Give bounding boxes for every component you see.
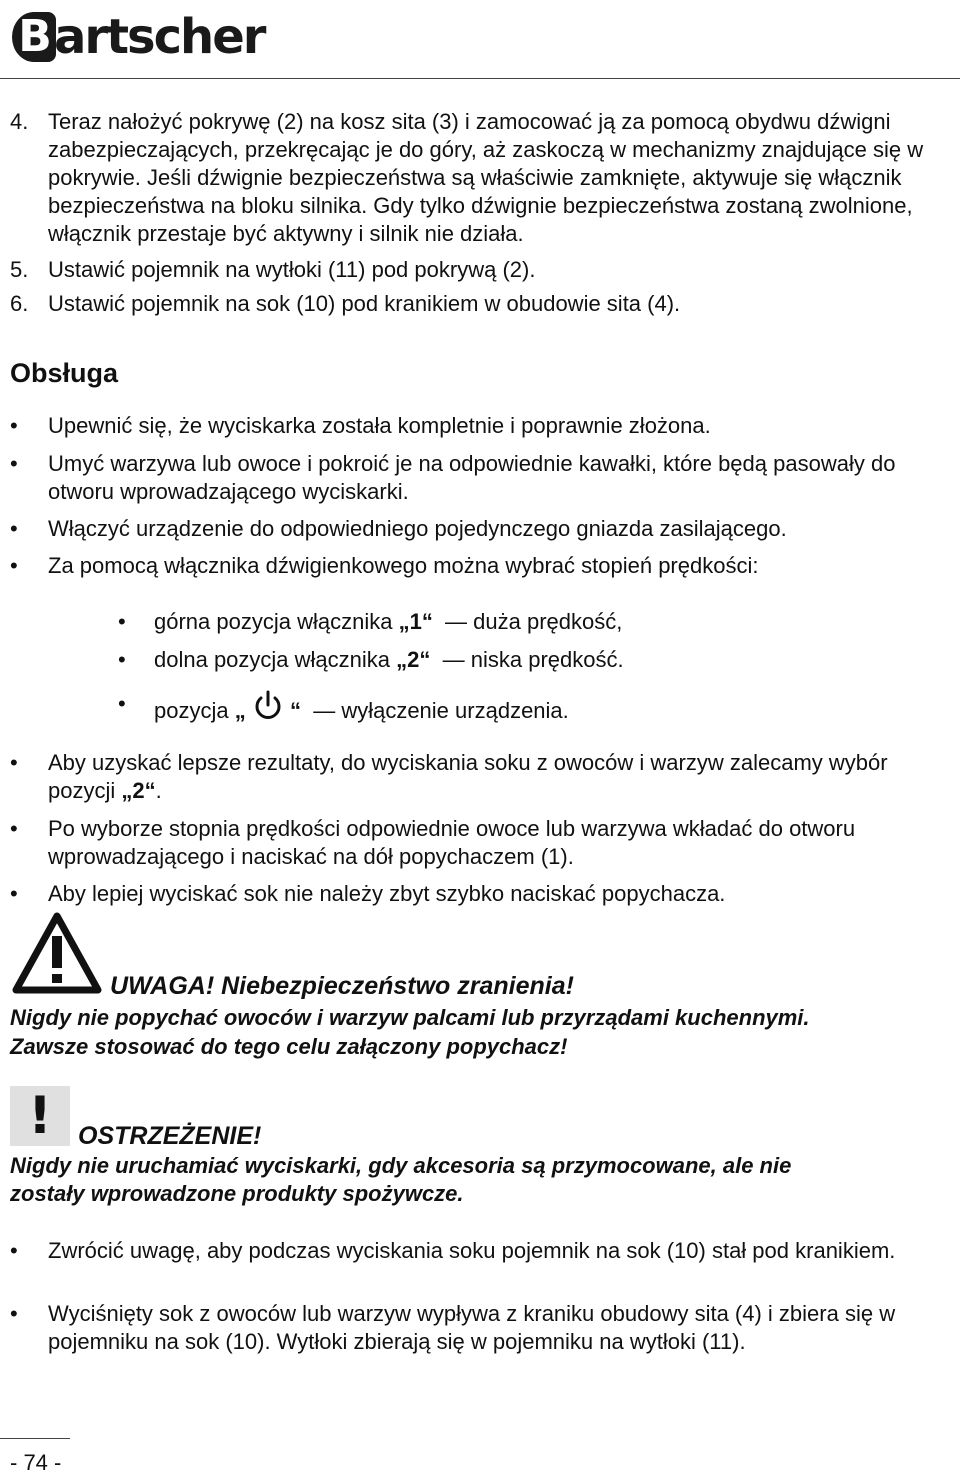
step-number: 4.: [10, 109, 29, 134]
brand-logo: [12, 4, 264, 67]
bullet-icon: •: [10, 1301, 18, 1326]
warning-line: Zawsze stosować do tego celu załączony popychacz!: [10, 1034, 568, 1059]
step-4: [10, 108, 950, 248]
bullet-icon: •: [10, 881, 18, 906]
footer-rule: [0, 1438, 70, 1439]
speed-item: • górna pozycja włącznika „1“ — duża prędkość,: [118, 609, 623, 634]
bullet-icon: •: [10, 516, 18, 541]
caution-title: OSTRZEŻENIE!: [78, 1122, 262, 1150]
bullet-icon: •: [118, 609, 126, 634]
list-item-text: Za pomocą włącznika dźwigienkowego można wybrać stopień prędkości:: [48, 553, 759, 578]
list-item-text: Po wyborze stopnia prędkości odpowiednie owoce lub warzywa wkładać do otworu wprowadzającego i naciskać na dół popychaczem (1).: [48, 816, 856, 869]
list-item-text: Aby lepiej wyciskać sok nie należy zbyt szybko naciskać popychacza.: [48, 881, 726, 906]
list-item-text: Upewnić się, że wyciskarka została kompletnie i poprawnie złożona.: [48, 413, 711, 438]
caution-line: zostały wprowadzone produkty spożywcze.: [10, 1181, 464, 1206]
warning-triangle-icon: [12, 912, 102, 994]
page-number: - 74 -: [10, 1450, 62, 1475]
step-text: Ustawić pojemnik na wytłoki (11) pod pokrywą (2).: [48, 257, 536, 282]
step-6: [10, 290, 950, 318]
list-item: [10, 450, 950, 506]
list-item-text: Zwrócić uwagę, aby podczas wyciskania soku pojemnik na sok (10) stał pod kranikiem.: [48, 1238, 896, 1263]
list-item: [10, 815, 950, 871]
logo-letter: B: [12, 12, 56, 62]
bullet-icon: •: [10, 816, 18, 841]
step-text: Teraz nałożyć pokrywę (2) na kosz sita (3) i zamocować ją za pomocą obydwu dźwigni zabezpieczających, przekręcając je do góry, aż zaskoczą w mechanizmy znajdujące się w pokrywie. Jeśli dźwignie bezpieczeństwa są właściwie zamknięte, aktywuje się włącznik bezpieczeństwa na bloku silnika. Gdy tylko dźwignie bezpieczeństwa zostaną zwolnione, włącznik przestaje być aktywny i silnik nie działa.: [48, 109, 924, 246]
speed-item: • dolna pozycja włącznika „2“ — niska prędkość.: [118, 647, 624, 672]
section-heading: Obsługa: [10, 358, 119, 388]
list-item: [10, 412, 950, 440]
list-item: [10, 552, 950, 580]
list-item: [10, 515, 950, 543]
list-item-text: Umyć warzywa lub owoce i pokroić je na odpowiednie kawałki, które będą pasowały do otworu wprowadzającego wyciskarki.: [48, 451, 896, 504]
exclamation-icon: !: [10, 1086, 70, 1146]
bullet-icon: •: [10, 553, 18, 578]
step-5: [10, 256, 950, 284]
bullet-icon: •: [10, 451, 18, 476]
step-number: 6.: [10, 291, 29, 316]
list-item-text: Wyciśnięty sok z owoców lub warzyw wypływa z kraniku obudowy sita (4) i zbiera się w pojemniku na sok (10). Wytłoki zbierają się w pojemniku na wytłoki (11).: [48, 1301, 896, 1354]
bullet-icon: •: [118, 647, 126, 672]
speed-value: 2: [407, 647, 420, 672]
header-rule: [0, 78, 960, 79]
speed-item: • pozycja „ “ — wyłączenie urządzenia.: [118, 691, 569, 723]
list-item: [10, 1300, 950, 1356]
logo-text: artscher: [54, 9, 265, 65]
bullet-icon: •: [10, 750, 18, 775]
list-item-text: Włączyć urządzenie do odpowiedniego pojedynczego gniazda zasilającego.: [48, 516, 787, 541]
bullet-icon: •: [118, 691, 126, 716]
caution-line: Nigdy nie uruchamiać wyciskarki, gdy akcesoria są przymocowane, ale nie: [10, 1153, 792, 1178]
list-item: [10, 1237, 950, 1265]
list-item: [10, 880, 950, 908]
warning-title: UWAGA! Niebezpieczeństwo zranienia!: [110, 972, 574, 1000]
speed-value: 1: [409, 609, 422, 634]
step-text: Ustawić pojemnik na sok (10) pod kranikiem w obudowie sita (4).: [48, 291, 681, 316]
list-item: • Aby uzyskać lepsze rezultaty, do wyciskania soku z owoców i warzyw zalecamy wybór pozycji „2“.: [10, 750, 888, 803]
step-number: 5.: [10, 257, 29, 282]
bullet-icon: •: [10, 1238, 18, 1263]
warning-line: Nigdy nie popychać owoców i warzyw palcami lub przyrządami kuchennymi.: [10, 1005, 810, 1030]
power-icon: [252, 690, 284, 722]
bullet-icon: •: [10, 413, 18, 438]
